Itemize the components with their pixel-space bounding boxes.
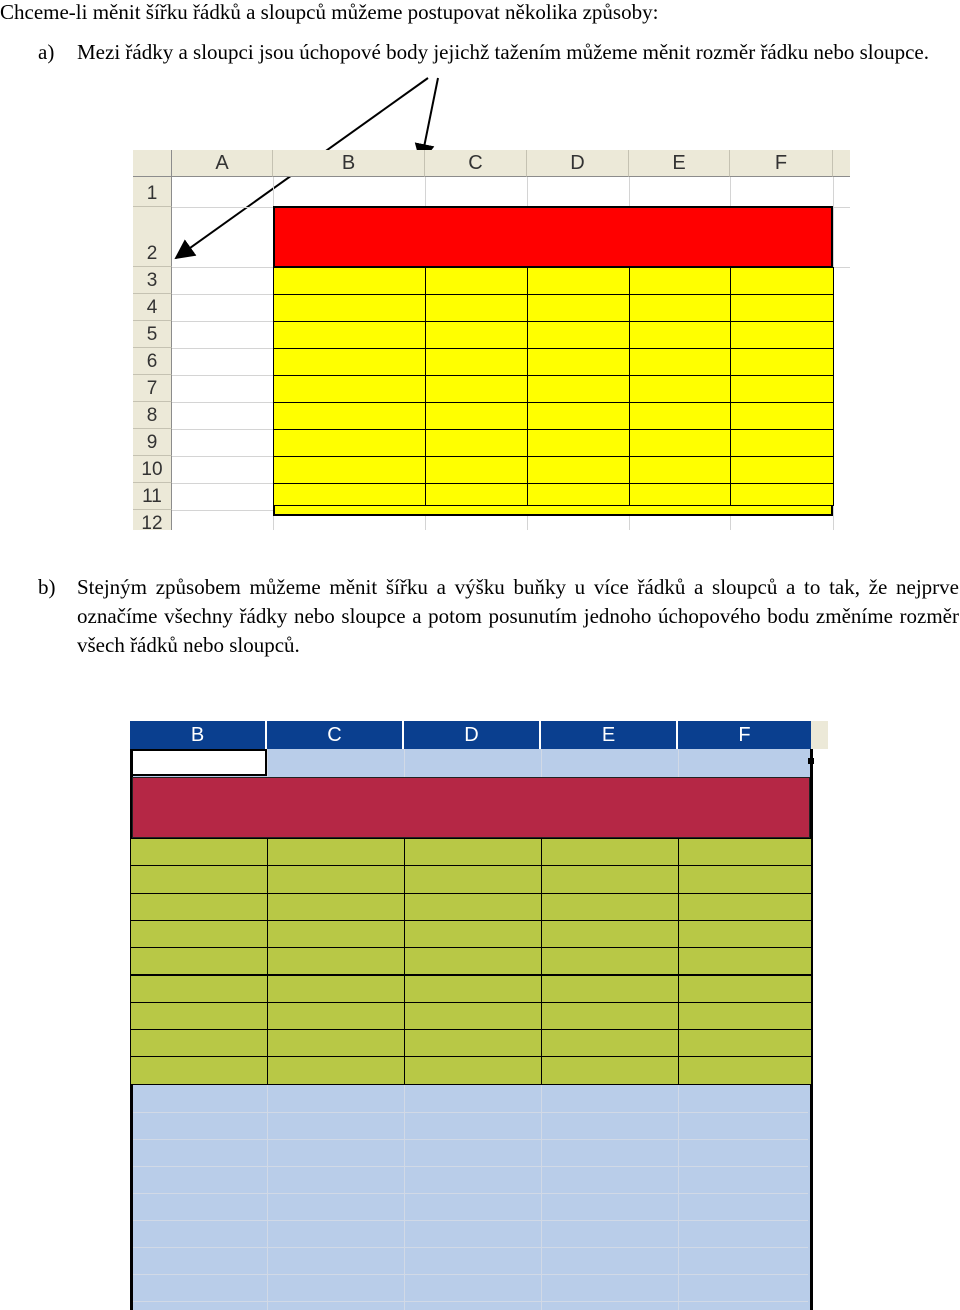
gridline [678,749,679,777]
olive-cell[interactable] [541,1056,679,1084]
item-a-marker: a) [38,40,55,64]
olive-cell[interactable] [130,1029,268,1057]
gridline [172,510,273,511]
gridline [172,429,273,430]
gridline [629,516,630,530]
gridline [541,1085,542,1310]
gridline [404,1085,405,1310]
olive-cell[interactable] [130,838,268,866]
olive-cell[interactable] [130,1002,268,1030]
olive-cell[interactable] [541,838,679,866]
olive-cell[interactable] [404,920,542,948]
yellow-cell[interactable] [273,456,426,484]
yellow-cell[interactable] [629,267,731,295]
column-header-overflow [833,150,850,177]
yellow-cell[interactable] [425,294,528,322]
fill-handle[interactable] [808,758,814,764]
olive-cell[interactable] [404,838,542,866]
olive-cell[interactable] [541,1002,679,1030]
row-header-5[interactable]: 5 [133,321,172,348]
olive-cell[interactable] [678,1056,812,1084]
olive-cell[interactable] [541,893,679,921]
yellow-cell[interactable] [425,429,528,457]
row-header-3[interactable]: 3 [133,267,172,294]
column-header-a[interactable]: A [172,150,273,177]
yellow-cell[interactable] [425,267,528,295]
yellow-cell[interactable] [527,456,630,484]
olive-cell[interactable] [267,1002,405,1030]
gridline [404,749,405,777]
yellow-cell[interactable] [425,483,528,506]
yellow-cell[interactable] [273,402,426,430]
column-header-c[interactable]: C [425,150,527,177]
spreadsheet-example-2 [114,721,828,1310]
yellow-cell[interactable] [730,402,834,430]
gridline [172,321,273,322]
olive-cell[interactable] [404,1002,542,1030]
gridline [133,1274,808,1275]
olive-cell[interactable] [541,1029,679,1057]
olive-cell[interactable] [130,975,268,1003]
merged-red-row[interactable] [273,206,833,268]
gridline [425,177,426,207]
spreadsheet-example-1 [133,150,850,530]
yellow-cell[interactable] [527,429,630,457]
gridline [267,1085,268,1310]
gridline [425,516,426,530]
gridline [133,1247,808,1248]
olive-cell[interactable] [130,920,268,948]
olive-cell[interactable] [267,920,405,948]
olive-cell[interactable] [130,893,268,921]
olive-cell[interactable] [678,838,812,866]
yellow-cell[interactable] [527,348,630,376]
yellow-cell[interactable] [629,483,731,506]
column-header-overflow [811,721,828,749]
olive-cell[interactable] [267,865,405,893]
yellow-cell[interactable] [629,375,731,403]
gridline [133,1112,808,1113]
yellow-cell[interactable] [730,375,834,403]
item-b-text: Stejným způsobem můžeme měnit šířku a výšku buňky u více řádků a sloupců a to tak, že nejprve označíme všechny řádky nebo sloupce a potom posunutím jednoho úchopového bodu změníme rozměr všech řádků nebo sloupců. [77,575,959,657]
olive-cell[interactable] [404,893,542,921]
row-header-10[interactable]: 10 [133,456,172,483]
yellow-cell[interactable] [527,321,630,349]
yellow-cell[interactable] [730,267,834,295]
yellow-cell[interactable] [730,294,834,322]
olive-cell[interactable] [541,947,679,975]
row-header-9[interactable]: 9 [133,429,172,456]
olive-cell[interactable] [130,865,268,893]
gridline [267,749,268,777]
olive-cell[interactable] [541,920,679,948]
gridline [678,1085,679,1310]
yellow-cell[interactable] [730,483,834,506]
column-header-f-selected[interactable]: F [678,721,811,749]
row-header-7[interactable]: 7 [133,375,172,402]
olive-cell[interactable] [541,975,679,1003]
olive-cell[interactable] [267,975,405,1003]
column-header-f[interactable]: F [730,150,833,177]
olive-cell[interactable] [541,865,679,893]
gridline [541,749,542,777]
yellow-cell[interactable] [730,321,834,349]
column-header-b[interactable]: B [273,150,425,177]
yellow-cell[interactable] [730,456,834,484]
olive-cell[interactable] [678,947,812,975]
item-b-marker: b) [38,575,56,599]
olive-cell[interactable] [678,1002,812,1030]
yellow-cell[interactable] [629,294,731,322]
select-all-corner[interactable] [133,150,172,177]
gridline [172,375,273,376]
olive-cell[interactable] [404,1056,542,1084]
intro-text: Chceme-li měnit šířku řádků a sloupců můžeme postupovat několika způsoby: [0,0,659,24]
yellow-cell[interactable] [629,321,731,349]
yellow-cell[interactable] [425,348,528,376]
yellow-cell[interactable] [730,429,834,457]
olive-cell[interactable] [678,1029,812,1057]
gridline [730,177,731,207]
row-header-2[interactable]: 2 [133,207,172,267]
olive-cell[interactable] [404,975,542,1003]
gridline [172,483,273,484]
row-header-1[interactable]: 1 [133,177,172,207]
gridline [133,1301,808,1302]
yellow-cell[interactable] [629,348,731,376]
gridline [527,177,528,207]
gridline [133,1193,808,1194]
column-header-b-selected[interactable]: B [130,721,267,749]
yellow-cell[interactable] [425,321,528,349]
merged-darkred-row[interactable] [132,777,810,838]
yellow-cell[interactable] [527,294,630,322]
olive-cell[interactable] [404,865,542,893]
gridline [172,456,273,457]
gridline [527,516,528,530]
yellow-cell[interactable] [629,402,731,430]
column-header-d[interactable]: D [527,150,629,177]
yellow-cell[interactable] [527,375,630,403]
gridline [133,1166,808,1167]
olive-cell[interactable] [267,947,405,975]
olive-cell[interactable] [130,947,268,975]
yellow-cell[interactable] [273,321,426,349]
gridline [629,177,630,207]
column-header-e-selected[interactable]: E [541,721,678,749]
olive-cell[interactable] [267,1029,405,1057]
column-header-c-selected[interactable]: C [267,721,404,749]
yellow-cell[interactable] [425,375,528,403]
row-header-12[interactable]: 12 [133,510,172,530]
gridline [172,348,273,349]
yellow-cell[interactable] [527,483,630,506]
left-gutter [114,721,130,1310]
olive-cell[interactable] [130,1056,268,1084]
yellow-cell[interactable] [273,348,426,376]
olive-cell[interactable] [404,947,542,975]
yellow-cell[interactable] [273,483,426,506]
yellow-cell[interactable] [273,267,426,295]
olive-cell[interactable] [267,838,405,866]
olive-cell[interactable] [404,1029,542,1057]
yellow-cell[interactable] [273,429,426,457]
gridline [133,1139,808,1140]
gridline [172,402,273,403]
olive-cell[interactable] [267,1056,405,1084]
olive-cell[interactable] [678,920,812,948]
gridline [730,516,731,530]
yellow-cell[interactable] [629,456,731,484]
row-header-8[interactable]: 8 [133,402,172,429]
column-header-d-selected[interactable]: D [404,721,541,749]
yellow-cell[interactable] [273,375,426,403]
yellow-cell[interactable] [527,402,630,430]
yellow-cell[interactable] [629,429,731,457]
gridline [133,1220,808,1221]
yellow-cell[interactable] [425,402,528,430]
row-header-11[interactable]: 11 [133,483,172,510]
yellow-cell[interactable] [527,267,630,295]
olive-cell[interactable] [678,893,812,921]
yellow-cell[interactable] [425,456,528,484]
olive-cell[interactable] [678,975,812,1003]
yellow-cell[interactable] [730,348,834,376]
item-a-text: Mezi řádky a sloupci jsou úchopové body jejichž tažením můžeme měnit rozměr řádku nebo sloupce. [77,40,929,64]
olive-cell[interactable] [678,865,812,893]
row-header-4[interactable]: 4 [133,294,172,321]
yellow-cell[interactable] [273,294,426,322]
column-header-e[interactable]: E [629,150,730,177]
gridline [172,294,273,295]
olive-cell[interactable] [267,893,405,921]
row-header-6[interactable]: 6 [133,348,172,375]
